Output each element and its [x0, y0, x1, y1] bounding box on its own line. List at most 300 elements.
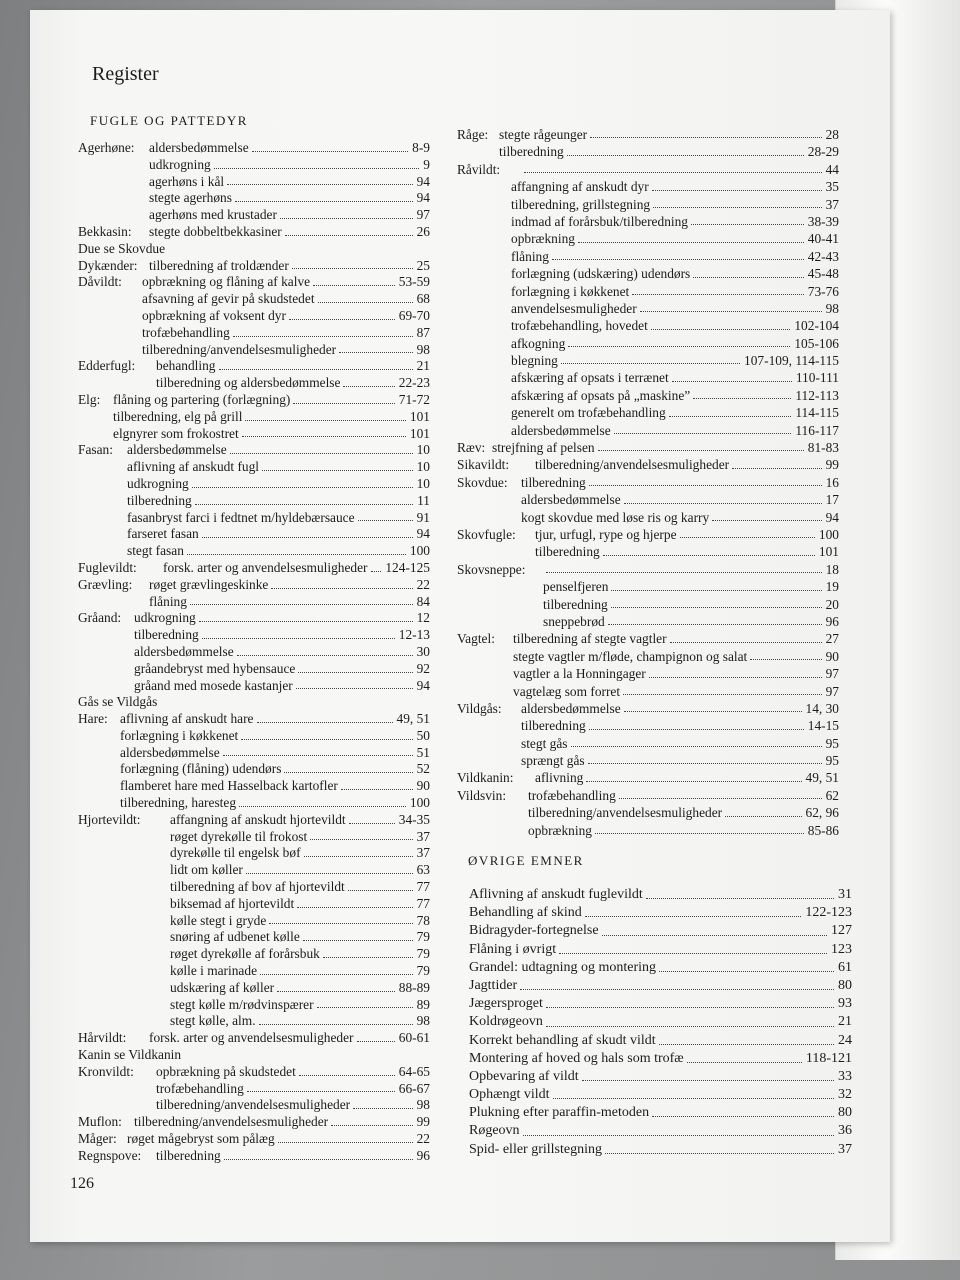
index-entry-topic: røget grævlingeskinke — [149, 576, 269, 592]
index-entry-lead: Hare: — [78, 711, 108, 727]
index-entry-topic: udskæring af køller — [170, 979, 275, 995]
index-entry-pages: 61 — [838, 959, 852, 975]
index-entry-topic: røget mågebryst som pålæg — [127, 1131, 275, 1147]
index-entry — [457, 474, 839, 491]
index-entry-pages: 94 — [416, 173, 430, 189]
dot-leader — [277, 980, 395, 992]
index-entry — [469, 886, 852, 904]
dot-leader — [357, 1030, 395, 1042]
dot-leader — [608, 613, 822, 625]
index-entry-pages: 44 — [825, 161, 839, 177]
index-entry-topic: tilberedning — [535, 544, 600, 560]
index-entry — [469, 1122, 852, 1140]
index-entry-pages: 98 — [416, 341, 430, 357]
page-title: Register — [92, 63, 159, 85]
dot-leader — [219, 358, 413, 370]
dot-leader — [725, 804, 801, 816]
dot-leader — [659, 959, 834, 972]
index-entry — [457, 630, 839, 647]
index-entry-pages: 98 — [416, 1097, 430, 1113]
index-entry-topic: tilberedning/anvendelsesmuligheder — [134, 1114, 329, 1130]
index-entry — [78, 207, 430, 224]
index-entry-pages: 12-13 — [398, 627, 430, 643]
index-entry-pages: 63 — [416, 862, 430, 878]
index-entry-pages: 97 — [825, 683, 839, 699]
index-entry-topic: opbrækning — [511, 231, 575, 247]
dot-leader — [343, 375, 394, 387]
index-entry-pages: 69-70 — [398, 307, 430, 323]
index-entry-topic: flamberet hare med Hasselback kartofler — [120, 778, 338, 794]
index-entry — [78, 1114, 430, 1131]
index-entry-pages: 38-39 — [807, 213, 839, 229]
index-entry — [469, 904, 852, 922]
index-entry-topic: opbrækning af voksent dyr — [142, 307, 286, 323]
index-entry — [78, 442, 430, 459]
index-entry-topic: tjur, urfugl, rype og hjerpe — [535, 526, 677, 542]
index-entry — [78, 358, 430, 375]
index-entry-topic: forlægning (udskæring) udendørs — [511, 266, 691, 282]
index-entry — [78, 997, 430, 1014]
index-entry-pages: 35 — [825, 179, 839, 195]
index-entry-pages: 12 — [416, 610, 430, 626]
index-entry-pages: 21 — [416, 358, 430, 374]
index-entry — [469, 959, 852, 977]
index-entry-topic: stegte dobbeltbekkasiner — [149, 223, 282, 239]
index-entry-topic: gråand med mosede kastanjer — [134, 677, 293, 693]
dot-leader — [223, 745, 413, 757]
index-entry-pages: 100 — [818, 526, 839, 542]
index-entry-pages: 107-109, 114-115 — [744, 353, 839, 369]
index-entry-topic: Bidragyder-fortegnelse — [469, 923, 599, 939]
index-column-ovrige — [469, 886, 852, 1159]
index-entry-lead: Kanin se Vildkanin — [78, 1047, 182, 1063]
index-entry — [78, 594, 430, 611]
dot-leader — [235, 190, 413, 202]
index-entry-topic: flåning — [149, 593, 187, 609]
index-entry — [78, 325, 430, 342]
dot-leader — [598, 439, 804, 451]
index-entry — [78, 946, 430, 963]
index-entry-lead: Vagtel: — [457, 631, 495, 647]
index-entry — [78, 879, 430, 896]
index-entry-topic: tilberedning af bov af hjortevildt — [170, 879, 345, 895]
index-entry — [457, 526, 839, 543]
index-entry — [78, 140, 430, 157]
dot-leader — [649, 665, 822, 677]
index-entry — [78, 644, 430, 661]
dot-leader — [252, 140, 408, 152]
dot-leader — [214, 157, 420, 169]
index-entry-pages: 102-104 — [794, 318, 839, 334]
dot-leader — [669, 404, 792, 416]
index-entry-pages: 94 — [416, 677, 430, 693]
index-entry — [457, 665, 839, 682]
index-entry — [457, 317, 839, 334]
dot-leader — [552, 248, 804, 260]
index-entry-topic: aflivning af anskudt hare — [120, 711, 254, 727]
index-entry — [469, 941, 852, 959]
index-entry — [457, 822, 839, 839]
index-entry-pages: 118-121 — [805, 1050, 852, 1066]
dot-leader — [693, 265, 803, 277]
index-entry-pages: 51 — [416, 744, 430, 760]
index-entry-topic: stegt kølle, alm. — [170, 1013, 256, 1029]
index-entry-pages: 97 — [416, 207, 430, 223]
dot-leader — [187, 543, 406, 555]
section-heading-ovrige: ØVRIGE EMNER — [468, 853, 584, 868]
dot-leader — [559, 941, 827, 954]
index-entry-lead: Fuglevildt: — [78, 559, 137, 575]
index-entry-topic: aldersbedømmelse — [149, 140, 249, 155]
dot-leader — [623, 683, 822, 695]
index-entry — [469, 995, 852, 1013]
index-entry-topic: affangning af anskudt hjortevildt — [170, 811, 346, 827]
dot-leader — [652, 1104, 834, 1117]
index-entry-topic: tilberedning — [127, 492, 192, 508]
index-entry-pages: 116-117 — [795, 422, 839, 438]
index-entry-topic: tilberedning/anvendelsesmuligheder — [528, 805, 723, 821]
index-entry-topic: røget dyrekølle af forårsbuk — [170, 946, 320, 962]
index-entry-topic: trofæbehandling — [528, 787, 616, 803]
index-entry — [78, 610, 430, 627]
index-entry — [457, 352, 839, 369]
dot-leader — [640, 300, 822, 312]
index-entry — [78, 778, 430, 795]
index-entry — [78, 661, 430, 678]
dot-leader — [582, 1068, 834, 1081]
index-entry-lead: Vildkanin: — [457, 770, 514, 786]
index-entry-pages: 68 — [416, 291, 430, 307]
index-entry — [457, 509, 839, 526]
index-entry-topic: stegt fasan — [127, 543, 184, 559]
index-entry — [457, 369, 839, 386]
index-entry — [78, 157, 430, 174]
index-entry-pages: 10 — [416, 442, 430, 458]
index-entry-pages: 79 — [416, 929, 430, 945]
index-entry-topic: anvendelsesmuligheder — [511, 300, 637, 316]
dot-leader — [646, 886, 834, 899]
dot-leader — [353, 1097, 413, 1109]
index-entry-pages: 64-65 — [398, 1063, 430, 1079]
index-entry — [78, 392, 430, 409]
index-entry-topic: strejfning af pelsen — [492, 440, 595, 456]
dot-leader — [331, 1114, 413, 1126]
dot-leader — [750, 648, 821, 660]
index-entry — [78, 375, 430, 392]
dot-leader — [693, 387, 791, 399]
dot-leader — [299, 1064, 395, 1076]
index-entry-topic: Plukning efter paraffin-metoden — [469, 1105, 650, 1121]
index-entry-topic: kogt skovdue med løse ris og karry — [521, 509, 710, 525]
index-entry-lead: Agerhøne: — [78, 140, 135, 155]
index-entry-topic: aflivning — [535, 770, 584, 786]
index-entry — [457, 456, 839, 473]
dot-leader — [292, 258, 413, 270]
index-entry-pages: 26 — [416, 223, 430, 239]
index-entry-topic: farseret fasan — [127, 526, 199, 542]
index-entry-pages: 62 — [825, 787, 839, 803]
index-entry-pages: 91 — [416, 509, 430, 525]
dot-leader — [546, 995, 834, 1008]
index-entry-pages: 25 — [416, 257, 430, 273]
dot-leader — [588, 752, 822, 764]
dot-leader — [262, 459, 413, 471]
index-entry — [78, 929, 430, 946]
dot-leader — [259, 1013, 413, 1025]
index-entry-topic: tilberedning — [521, 474, 586, 490]
index-entry-topic: Jægersproget — [469, 996, 543, 1012]
index-entry-pages: 127 — [831, 923, 852, 939]
index-entry — [78, 1148, 430, 1165]
index-entry-pages: 99 — [825, 457, 839, 473]
dot-leader — [585, 904, 802, 917]
index-entry-topic: aldersbedømmelse — [120, 744, 220, 760]
index-entry-topic: vagtelæg som forret — [513, 683, 621, 699]
index-entry-lead: Dykænder: — [78, 257, 138, 273]
index-entry — [469, 977, 852, 995]
index-entry-lead: Ræv: — [457, 440, 486, 456]
index-entry-pages: 124-125 — [385, 559, 430, 575]
index-entry-pages: 11 — [417, 492, 430, 508]
index-entry — [78, 1064, 430, 1081]
index-entry-pages: 88-89 — [398, 979, 430, 995]
index-entry-topic: gråandebryst med hybensauce — [134, 660, 296, 676]
dot-leader — [245, 409, 405, 421]
index-entry-topic: Røgeovn — [469, 1123, 520, 1139]
index-entry-pages: 93 — [838, 996, 852, 1012]
index-entry-pages: 60-61 — [398, 1030, 430, 1046]
dot-leader — [341, 778, 413, 790]
index-entry-topic: kølle stegt i gryde — [170, 912, 267, 928]
index-entry-topic: afskæring af opsats i terrænet — [511, 370, 669, 386]
dot-leader — [605, 1141, 834, 1154]
index-entry-topic: stegt gås — [521, 735, 568, 751]
index-entry-topic: tilberedning — [543, 596, 608, 612]
index-entry-pages: 9 — [423, 156, 430, 172]
page-number: 126 — [70, 1175, 94, 1192]
index-entry-topic: Ophængt vildt — [469, 1087, 550, 1103]
index-entry — [457, 161, 839, 178]
index-entry — [78, 342, 430, 359]
dot-leader — [239, 795, 406, 807]
index-entry-pages: 77 — [416, 879, 430, 895]
dot-leader — [293, 392, 394, 404]
index-entry-lead: Skovfugle: — [457, 526, 516, 542]
dot-leader — [199, 610, 413, 622]
index-entry — [78, 190, 430, 207]
index-entry-topic: forlægning i køkkenet — [120, 727, 239, 743]
dot-leader — [680, 526, 815, 538]
index-entry — [457, 613, 839, 630]
index-entry — [469, 1032, 852, 1050]
index-entry — [78, 862, 430, 879]
dot-leader — [611, 596, 822, 608]
index-entry — [78, 560, 430, 577]
index-entry — [78, 526, 430, 543]
index-entry-topic: tilberedning/anvendelsesmuligheder — [535, 457, 730, 473]
index-entry — [78, 1097, 430, 1114]
index-entry-pages: 22 — [416, 1131, 430, 1147]
index-entry-topic: tilberedning — [521, 718, 586, 734]
index-entry-lead: Elg: — [78, 391, 101, 407]
index-entry-pages: 97 — [825, 666, 839, 682]
dot-leader — [602, 922, 827, 935]
dot-leader — [672, 369, 792, 381]
index-entry — [78, 728, 430, 745]
index-entry-pages: 94 — [416, 190, 430, 206]
index-entry-lead: Kronvildt: — [78, 1063, 134, 1079]
dot-leader — [546, 1013, 834, 1026]
dot-leader — [651, 317, 791, 329]
index-entry — [78, 913, 430, 930]
index-entry-pages: 110-111 — [795, 370, 839, 386]
index-entry-topic: biksemad af hjortevildt — [170, 895, 295, 911]
index-entry-topic: trofæbehandling — [142, 324, 230, 340]
dot-leader — [589, 717, 804, 729]
dot-leader — [271, 577, 412, 589]
index-entry-topic: afsavning af gevir på skudstedet — [142, 291, 315, 307]
index-entry-lead: Hårvildt: — [78, 1030, 127, 1046]
index-entry-pages: 8-9 — [412, 140, 430, 155]
index-entry — [78, 241, 430, 258]
index-entry-pages: 37 — [416, 828, 430, 844]
index-entry-pages: 96 — [416, 1147, 430, 1163]
dot-leader — [192, 476, 413, 488]
index-entry-topic: røget dyrekølle til frokost — [170, 828, 308, 844]
index-entry-pages: 16 — [825, 474, 839, 490]
index-entry-topic: generelt om trofæbehandling — [511, 405, 666, 421]
index-entry-topic: tilberedning — [156, 1147, 221, 1163]
index-entry-pages: 81-83 — [807, 440, 839, 456]
index-entry-topic: afkogning — [511, 335, 566, 351]
index-entry-topic: tilberedning og aldersbedømmelse — [156, 375, 341, 391]
dot-leader — [304, 845, 413, 857]
index-entry-lead: Råvildt: — [457, 161, 501, 177]
index-entry — [457, 213, 839, 230]
dot-leader — [595, 822, 804, 834]
book-page — [30, 10, 890, 1242]
dot-leader — [242, 426, 406, 438]
dot-leader — [284, 761, 412, 773]
index-entry — [78, 476, 430, 493]
index-entry-topic: Koldrøgeovn — [469, 1014, 543, 1030]
dot-leader — [285, 224, 413, 236]
dot-leader — [339, 342, 413, 354]
index-entry-topic: opbrækning — [528, 822, 592, 838]
index-entry-topic: forsk. arter og anvendelsesmuligheder — [163, 559, 368, 575]
dot-leader — [732, 456, 822, 468]
index-entry-lead: Due se Skovdue — [78, 240, 166, 256]
index-entry-pages: 37 — [416, 845, 430, 861]
index-entry-topic: behandling — [156, 358, 216, 374]
index-entry-topic: tilberedning af stegte vagtler — [513, 631, 667, 647]
dot-leader — [624, 491, 822, 503]
index-entry-topic: tilberedning/anvendelsesmuligheder — [156, 1097, 351, 1113]
index-entry-pages: 28-29 — [807, 144, 839, 160]
dot-leader — [624, 700, 802, 712]
index-entry — [78, 678, 430, 695]
index-entry — [469, 1050, 852, 1068]
index-entry-topic: Flåning i øvrigt — [469, 941, 557, 957]
index-entry-topic: Montering af hoved og hals som trofæ — [469, 1050, 684, 1066]
index-entry — [457, 387, 839, 404]
dot-leader — [310, 829, 412, 841]
index-entry — [78, 1081, 430, 1098]
index-entry-topic: stegte rågeunger — [499, 127, 588, 142]
index-entry-topic: aflivning af anskudt fugl — [127, 459, 260, 475]
index-entry — [78, 291, 430, 308]
index-entry — [78, 812, 430, 829]
index-entry — [457, 143, 839, 160]
index-entry — [78, 543, 430, 560]
index-entry-pages: 90 — [825, 648, 839, 664]
dot-leader — [349, 812, 395, 824]
index-entry-pages: 50 — [416, 727, 430, 743]
dot-leader — [653, 196, 822, 208]
dot-leader — [589, 474, 822, 486]
index-entry-lead: Gås se Vildgås — [78, 694, 158, 710]
index-entry-lead: Muflon: — [78, 1114, 122, 1130]
index-entry-topic: tilberedning af troldænder — [149, 257, 289, 273]
dot-leader — [659, 1032, 834, 1045]
dot-leader — [670, 630, 822, 642]
index-entry — [457, 178, 839, 195]
dot-leader — [202, 526, 413, 538]
dot-leader — [230, 442, 413, 454]
index-entry — [457, 683, 839, 700]
dot-leader — [269, 913, 412, 925]
index-entry-topic: opbrækning på skudstedet — [156, 1063, 296, 1079]
index-entry-topic: stegte agerhøns — [149, 190, 232, 206]
index-entry — [457, 787, 839, 804]
index-entry-pages: 100 — [409, 543, 430, 559]
index-entry-lead: Dåvildt: — [78, 274, 122, 290]
index-entry — [457, 230, 839, 247]
index-entry — [457, 578, 839, 595]
index-entry-topic: opbrækning og flåning af kalve — [142, 274, 311, 290]
dot-leader — [247, 1081, 395, 1093]
dot-leader — [257, 711, 393, 723]
index-entry-topic: blegning — [511, 353, 558, 369]
index-entry-pages: 94 — [825, 509, 839, 525]
dot-leader — [524, 161, 822, 173]
index-entry-pages: 19 — [825, 579, 839, 595]
index-entry-pages: 31 — [838, 887, 852, 902]
index-entry — [78, 963, 430, 980]
index-entry-pages: 79 — [416, 963, 430, 979]
section-heading-fugle: FUGLE OG PATTEDYR — [90, 113, 248, 128]
index-entry-lead: Bekkasin: — [78, 223, 132, 239]
index-entry-topic: affangning af anskudt dyr — [511, 179, 649, 195]
index-entry-topic: flåning og partering (forlægning) — [113, 391, 291, 407]
index-entry — [457, 439, 839, 456]
index-column-left — [78, 140, 430, 1165]
index-entry-lead: Gråand: — [78, 610, 122, 626]
index-entry-topic: forlægning i køkkenet — [511, 283, 630, 299]
dot-leader — [227, 174, 412, 186]
index-entry-pages: 37 — [838, 1141, 852, 1157]
index-entry-topic: vagtler a la Honningager — [513, 666, 646, 682]
dot-leader — [190, 594, 413, 606]
index-entry-topic: tilberedning, elg på grill — [113, 408, 243, 424]
index-entry-pages: 77 — [416, 895, 430, 911]
dot-leader — [298, 661, 412, 673]
index-entry — [78, 1131, 430, 1148]
index-entry — [469, 1086, 852, 1104]
index-entry-pages: 66-67 — [398, 1080, 430, 1096]
index-entry — [457, 596, 839, 613]
index-entry-topic: indmad af forårsbuk/tilberedning — [511, 213, 689, 229]
